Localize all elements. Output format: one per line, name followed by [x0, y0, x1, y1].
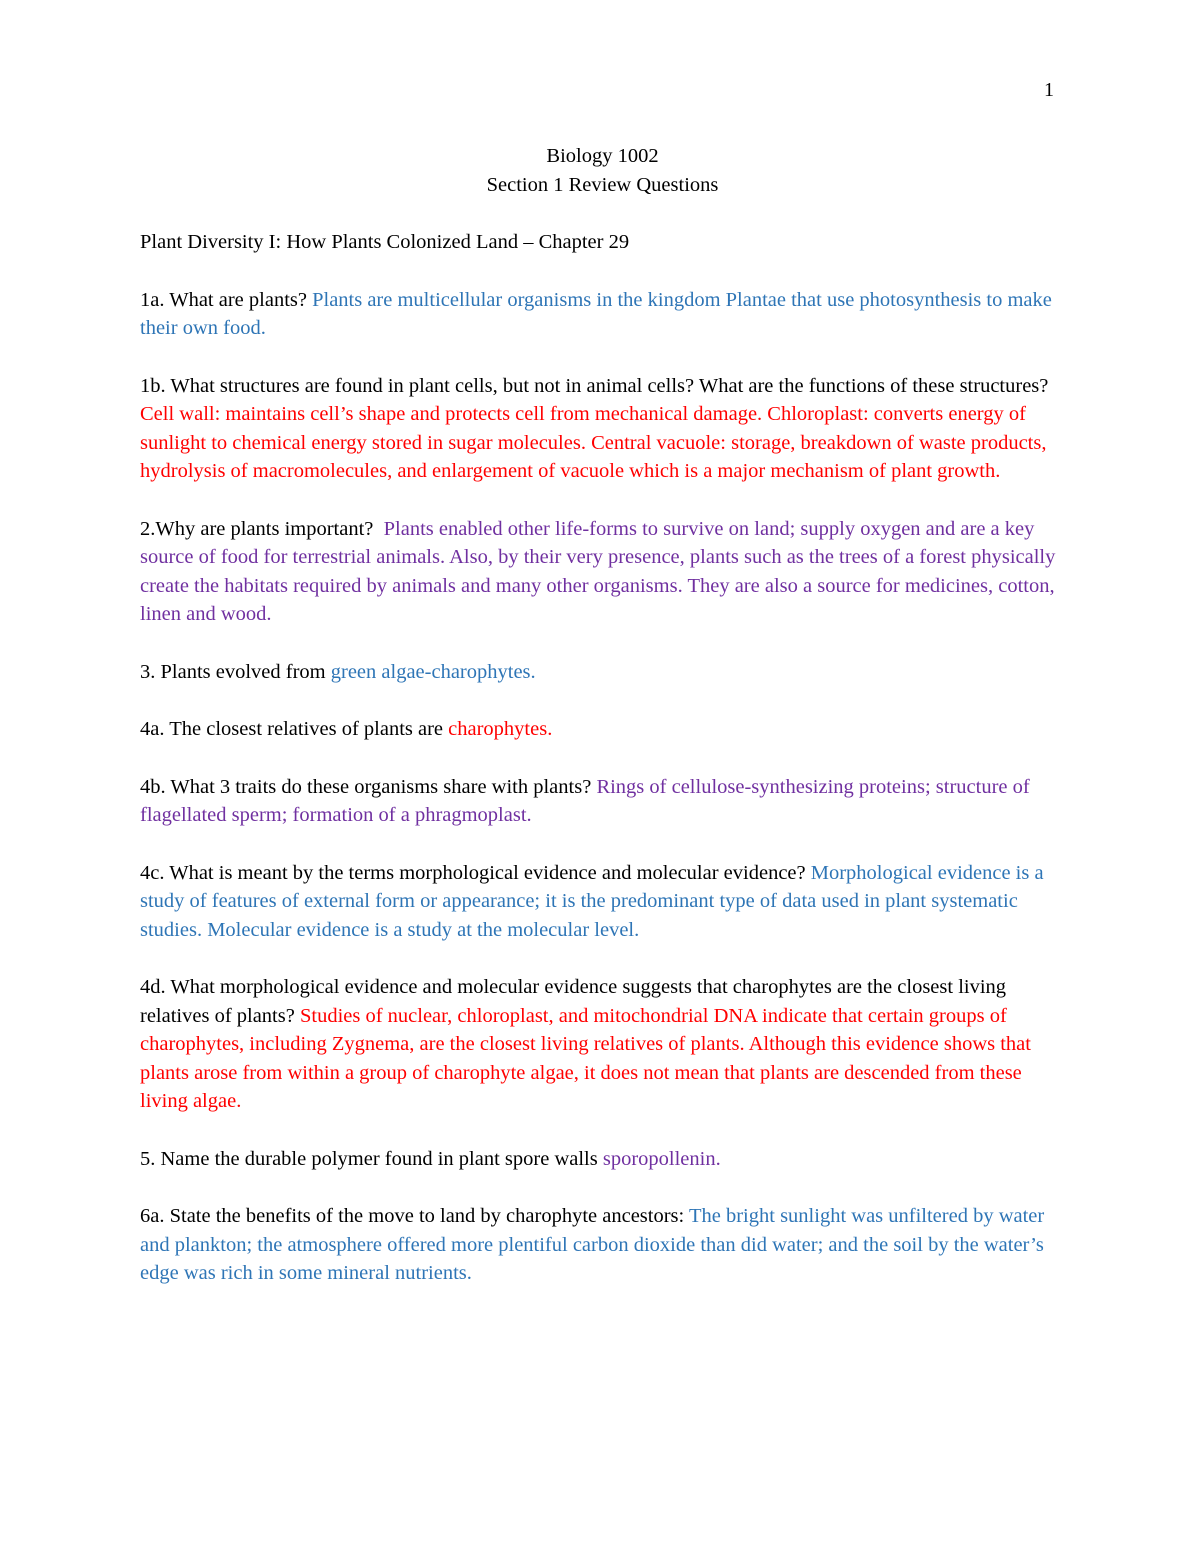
question-4a [140, 715, 1065, 744]
question-text: 4a. The closest relatives of plants are [140, 718, 449, 740]
question-1b [140, 372, 1065, 486]
question-text: 1a. What are plants? [140, 288, 313, 311]
question-text: 6a. State the benefits of the move to land by charophyte ancestors: [140, 1205, 689, 1227]
answer-text: Morphological evidence is a study of features of external form or appearance; it is the predominant type of data used in plant systematic studies. Molecular evidence is a study at the molecular level. [140, 861, 1044, 941]
question-text: 2.Why are plants important? [140, 517, 384, 540]
answer-text: charophytes. [448, 718, 553, 740]
question-text: 1b. What structures are found in plant cells, but not in animal cells? What are the functions of these structures? [140, 374, 1049, 397]
answer-text: sporopollenin. [602, 1147, 721, 1170]
chapter-title: Plant Diversity I: How Plants Colonized Land – Chapter 29 [140, 231, 630, 253]
question-text: 4d. What morphological evidence and molecular evidence suggests that charophytes are the closest living relatives of plants? [140, 976, 1007, 1027]
answer-text: green algae-charophytes. [330, 660, 536, 683]
question-6a [140, 1202, 1065, 1288]
section-title: Section 1 Review Questions [486, 173, 719, 196]
question-3 [140, 658, 1065, 687]
answer-text: Rings of cellulose-synthesizing proteins; structure of flagellated sperm; formation of a phragmoplast. [140, 775, 1030, 826]
page-number: 1 [1044, 79, 1054, 101]
answer-text: Studies of nuclear, chloroplast, and mitochondrial DNA indicate that certain groups of charophytes, including Zygnema, are the closest living relatives of plants. Although this evidence shows that plants arose from within a group of charophyte algae, it does not mean that plants are descended from these living algae. [140, 1004, 1031, 1112]
question-4c [140, 859, 1065, 945]
answer-text: Cell wall: maintains cell’s shape and protects cell from mechanical damage. Chloroplast: converts energy of sunlight to chemical energy stored in sugar molecules. Central vacuole: storage, breakdown of waste products, hydrolysis of macromolecules, and enlargement of vacuole which is a major mechanism of plant growth. [140, 403, 1047, 482]
question-text: 4b. What 3 traits do these organisms share with plants? [140, 775, 597, 798]
question-1a [140, 286, 1065, 343]
question-text: 5. Name the durable polymer found in plant spore walls [140, 1147, 603, 1170]
question-4d [140, 973, 1065, 1116]
answer-text: The bright sunlight was unfiltered by water and plankton; the atmosphere offered more plentiful carbon dioxide than did water; and the soil by the water’s edge was rich in some mineral nutrients. [140, 1205, 1045, 1284]
question-text: 4c. What is meant by the terms morphological evidence and molecular evidence? [140, 861, 811, 884]
question-5 [140, 1145, 1065, 1174]
answer-text: Plants are multicellular organisms in the kingdom Plantae that use photosynthesis to make their own food. [140, 288, 1052, 339]
question-2 [140, 515, 1065, 629]
spacer [140, 199, 1065, 228]
course-title: Biology 1002 [546, 145, 659, 167]
document-body [140, 142, 1065, 1317]
question-4b [140, 773, 1065, 830]
question-text: 3. Plants evolved from [140, 660, 331, 683]
answer-text: Plants enabled other life-forms to survive on land; supply oxygen and are a key source of food for terrestrial animals. Also, by their very presence, plants such as the trees of a forest physically create the habitats required by animals and many other organisms. They are also a source for medicines, cotton, linen and wood. [140, 517, 1056, 625]
